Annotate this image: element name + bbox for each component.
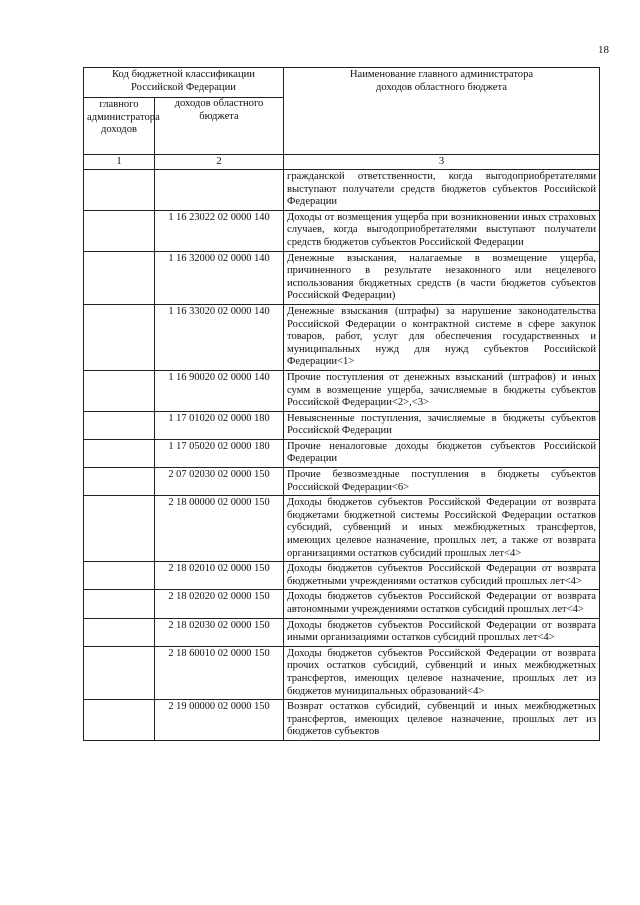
income-name-cell: Доходы от возмещения ущерба при возникновении иных страховых случаев, когда выгодоприобретателями выступают получатели средств бюджетов субъектов Российской Федерации <box>284 210 600 251</box>
column-number-3: 3 <box>284 155 600 170</box>
name-column-header-text: Наименование главного администратора доходов областного бюджета <box>349 69 534 93</box>
table-row <box>84 496 600 562</box>
table-row <box>84 251 600 304</box>
income-code-cell: 1 16 33020 02 0000 140 <box>155 304 284 370</box>
admin-code-cell <box>84 370 155 411</box>
income-code-cell: 1 16 23022 02 0000 140 <box>155 210 284 251</box>
income-name-cell: Прочие поступления от денежных взысканий (штрафов) и иных сумм в возмещение ущерба, зачисляемые в бюджеты субъектов Российской Федерации<2>,<3> <box>284 370 600 411</box>
table-row <box>84 700 600 741</box>
table-body <box>84 170 600 741</box>
income-name-cell: Денежные взыскания (штрафы) за нарушение законодательства Российской Федерации о контрактной системе в сфере закупок товаров, работ, услуг для обеспечения государственных и муниципальных нужд для нужд субъектов Российской Федерации<1> <box>284 304 600 370</box>
admin-column-header: главного администратора доходов <box>84 98 155 155</box>
table-row <box>84 562 600 590</box>
income-name-cell: Доходы бюджетов субъектов Российской Федерации от возврата прочих остатков субсидий, субвенций и иных межбюджетных трансфертов, имеющих целевое назначение, прошлых лет из бюджетов муниципальных образований<4> <box>284 646 600 699</box>
income-name-cell: Доходы бюджетов субъектов Российской Федерации от возврата автономными учреждениями остатков субсидий прошлых лет<4> <box>284 590 600 618</box>
admin-code-cell <box>84 496 155 562</box>
table-row <box>84 646 600 699</box>
income-name-cell: гражданской ответственности, когда выгодоприобретателями выступают получатели средств бюджетов субъектов Российской Федерации <box>284 170 600 211</box>
income-name-cell: Прочие безвозмездные поступления в бюджеты субъектов Российской Федерации<6> <box>284 468 600 496</box>
table-row <box>84 370 600 411</box>
admin-code-cell <box>84 411 155 439</box>
admin-code-cell <box>84 170 155 211</box>
table-row <box>84 170 600 211</box>
admin-code-cell <box>84 618 155 646</box>
income-code-cell: 1 16 90020 02 0000 140 <box>155 370 284 411</box>
income-code-cell: 1 16 32000 02 0000 140 <box>155 251 284 304</box>
admin-code-cell <box>84 590 155 618</box>
admin-code-cell <box>84 562 155 590</box>
income-code-cell: 2 07 02030 02 0000 150 <box>155 468 284 496</box>
income-code-cell: 1 17 05020 02 0000 180 <box>155 439 284 467</box>
kbk-group-header: Код бюджетной классификации Российской Федерации <box>84 68 284 98</box>
income-name-cell: Невыясненные поступления, зачисляемые в бюджеты субъектов Российской Федерации <box>284 411 600 439</box>
income-code-cell: 2 18 60010 02 0000 150 <box>155 646 284 699</box>
admin-code-cell <box>84 210 155 251</box>
income-code-cell: 2 18 02010 02 0000 150 <box>155 562 284 590</box>
table-row <box>84 304 600 370</box>
income-code-cell: 1 17 01020 02 0000 180 <box>155 411 284 439</box>
income-name-cell: Доходы бюджетов субъектов Российской Федерации от возврата иными организациями остатков субсидий прошлых лет<4> <box>284 618 600 646</box>
income-code-cell: 2 18 02020 02 0000 150 <box>155 590 284 618</box>
table-row <box>84 411 600 439</box>
admin-code-cell <box>84 304 155 370</box>
column-number-2: 2 <box>155 155 284 170</box>
table-row <box>84 590 600 618</box>
income-code-cell: 2 18 02030 02 0000 150 <box>155 618 284 646</box>
admin-code-cell <box>84 251 155 304</box>
page-number: 18 <box>598 44 609 56</box>
admin-code-cell <box>84 439 155 467</box>
table-header <box>84 68 600 170</box>
income-code-cell: 2 19 00000 02 0000 150 <box>155 700 284 741</box>
name-column-header <box>284 68 600 155</box>
income-column-header: доходов областного бюджета <box>155 98 284 155</box>
income-name-cell: Прочие неналоговые доходы бюджетов субъектов Российской Федерации <box>284 439 600 467</box>
admin-code-cell <box>84 468 155 496</box>
budget-classification-table <box>83 67 600 741</box>
income-name-cell: Возврат остатков субсидий, субвенций и иных межбюджетных трансфертов, имеющих целевое назначение, прошлых лет из бюджетов субъектов <box>284 700 600 741</box>
admin-code-cell <box>84 646 155 699</box>
income-code-cell <box>155 170 284 211</box>
admin-code-cell <box>84 700 155 741</box>
income-name-cell: Денежные взыскания, налагаемые в возмещение ущерба, причиненного в результате незаконного или нецелевого использования бюджетных средств (в части бюджетов субъектов Российской Федерации) <box>284 251 600 304</box>
table-row <box>84 618 600 646</box>
income-code-cell: 2 18 00000 02 0000 150 <box>155 496 284 562</box>
table-row <box>84 210 600 251</box>
table-row <box>84 468 600 496</box>
table-row <box>84 439 600 467</box>
income-name-cell: Доходы бюджетов субъектов Российской Федерации от возврата бюджетами бюджетной системы Российской Федерации остатков субсидий, субвенций и иных межбюджетных трансфертов, имеющих целевое назначение, прошлых лет, а также от возврата организациями остатков субсидий прошлых лет<4> <box>284 496 600 562</box>
income-name-cell: Доходы бюджетов субъектов Российской Федерации от возврата бюджетными учреждениями остатков субсидий прошлых лет<4> <box>284 562 600 590</box>
column-number-1: 1 <box>84 155 155 170</box>
